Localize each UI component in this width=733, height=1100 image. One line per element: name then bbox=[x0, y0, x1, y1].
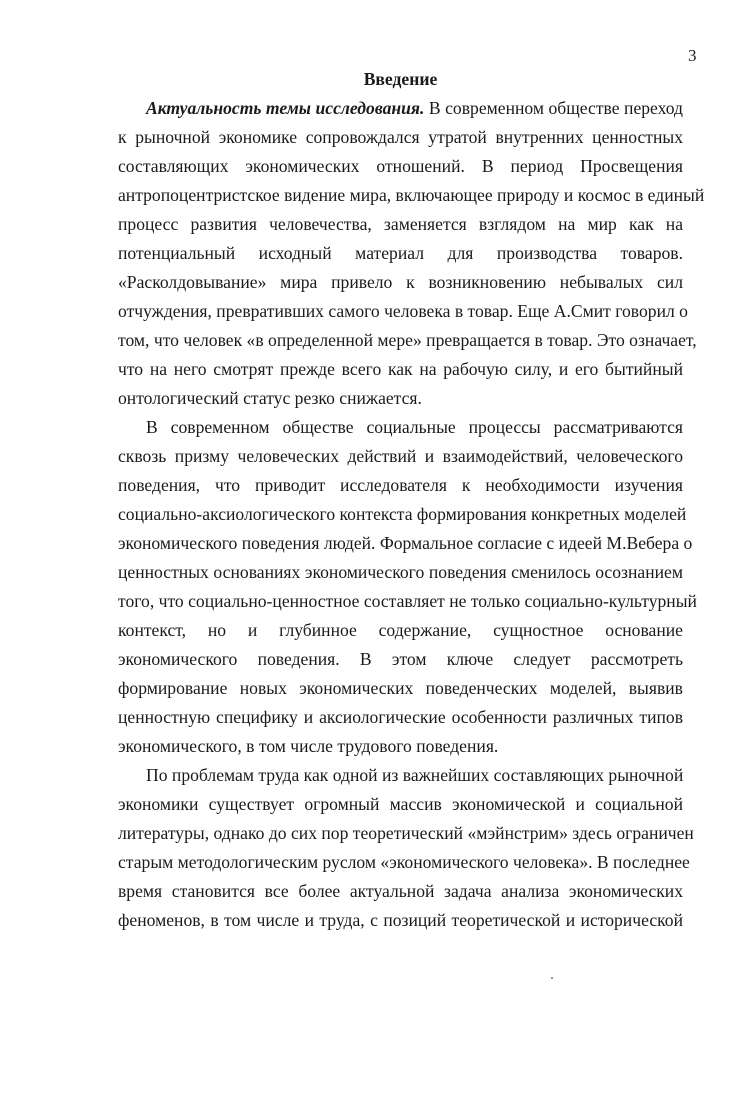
paragraph-line: ценностную специфику и аксиологические особенности различных типов bbox=[118, 707, 683, 727]
paragraph-line: поведения, что приводит исследователя к необходимости изучения bbox=[118, 475, 683, 495]
paragraph-line: антропоцентристское видение мира, включающее природу и космос в единый bbox=[118, 185, 705, 205]
paragraph-line: контекст, но и глубинное содержание, сущностное основание bbox=[118, 620, 683, 640]
paragraph-line: экономического поведения. В этом ключе следует рассмотреть bbox=[118, 649, 683, 669]
paragraph-line bbox=[118, 94, 683, 123]
paragraph-line: формирование новых экономических поведенческих моделей, выявив bbox=[118, 678, 683, 698]
section-heading: Введение bbox=[363, 69, 438, 89]
paragraph-line: к рыночной экономике сопровождался утратой внутренних ценностных bbox=[118, 127, 683, 147]
paragraph-line: процесс развития человечества, заменяется взглядом на мир как на bbox=[118, 214, 683, 234]
document-body bbox=[118, 65, 705, 935]
paragraph-line: «Расколдовывание» мира привело к возникновению небывалых сил bbox=[118, 272, 683, 292]
paragraph-relevance bbox=[118, 94, 705, 413]
paragraph-line: отчуждения, превративших самого человека в товар. Еще А.Смит говорил о bbox=[118, 301, 688, 321]
paragraph-line: потенциальный исходный материал для производства товаров. bbox=[118, 243, 683, 263]
paragraph-line: того, что социально-ценностное составляет не только социально-культурный bbox=[118, 591, 697, 611]
paragraph-line: что на него смотрят прежде всего как на рабочую силу, и его бытийный bbox=[118, 359, 683, 379]
paragraph-line: ценностных основаниях экономического поведения сменилось осознанием bbox=[118, 562, 683, 582]
paragraph-line: социально-аксиологического контекста формирования конкретных моделей bbox=[118, 504, 687, 524]
paragraph-line: экономического, в том числе трудового поведения. bbox=[118, 736, 499, 756]
paragraph-social-processes bbox=[118, 413, 697, 761]
paragraph-line: экономики существует огромный массив экономической и социальной bbox=[118, 794, 683, 814]
paragraph-line: литературы, однако до сих пор теоретический «мэйнстрим» здесь ограничен bbox=[118, 823, 694, 843]
paragraph-line: экономического поведения людей. Формальное согласие с идеей М.Вебера о bbox=[118, 533, 693, 553]
paragraph-line: онтологический статус резко снижается. bbox=[118, 388, 422, 408]
paragraph-line: сквозь призму человеческих действий и взаимодействий, человеческого bbox=[118, 446, 683, 466]
lead-phrase: Актуальность темы исследования. bbox=[146, 98, 425, 118]
scan-speck bbox=[551, 977, 553, 979]
paragraph-line: составляющих экономических отношений. В период Просвещения bbox=[118, 156, 683, 176]
paragraph-line: В современном обществе социальные процессы рассматриваются bbox=[146, 417, 683, 437]
paragraph-labor-problems bbox=[118, 761, 694, 935]
paragraph-line: время становится все более актуальной задача анализа экономических bbox=[118, 881, 683, 901]
page-number: 3 bbox=[688, 46, 697, 65]
paragraph-line: По проблемам труда как одной из важнейших составляющих рыночной bbox=[146, 765, 684, 785]
paragraph-line: старым методологическим руслом «экономического человека». В последнее bbox=[118, 852, 690, 872]
paragraph-line: том, что человек «в определенной мере» превращается в товар. Это означает, bbox=[118, 330, 697, 350]
paragraph-line: феноменов, в том числе и труда, с позиций теоретической и исторической bbox=[118, 910, 683, 930]
line-text: В современном обществе переход bbox=[424, 98, 683, 118]
